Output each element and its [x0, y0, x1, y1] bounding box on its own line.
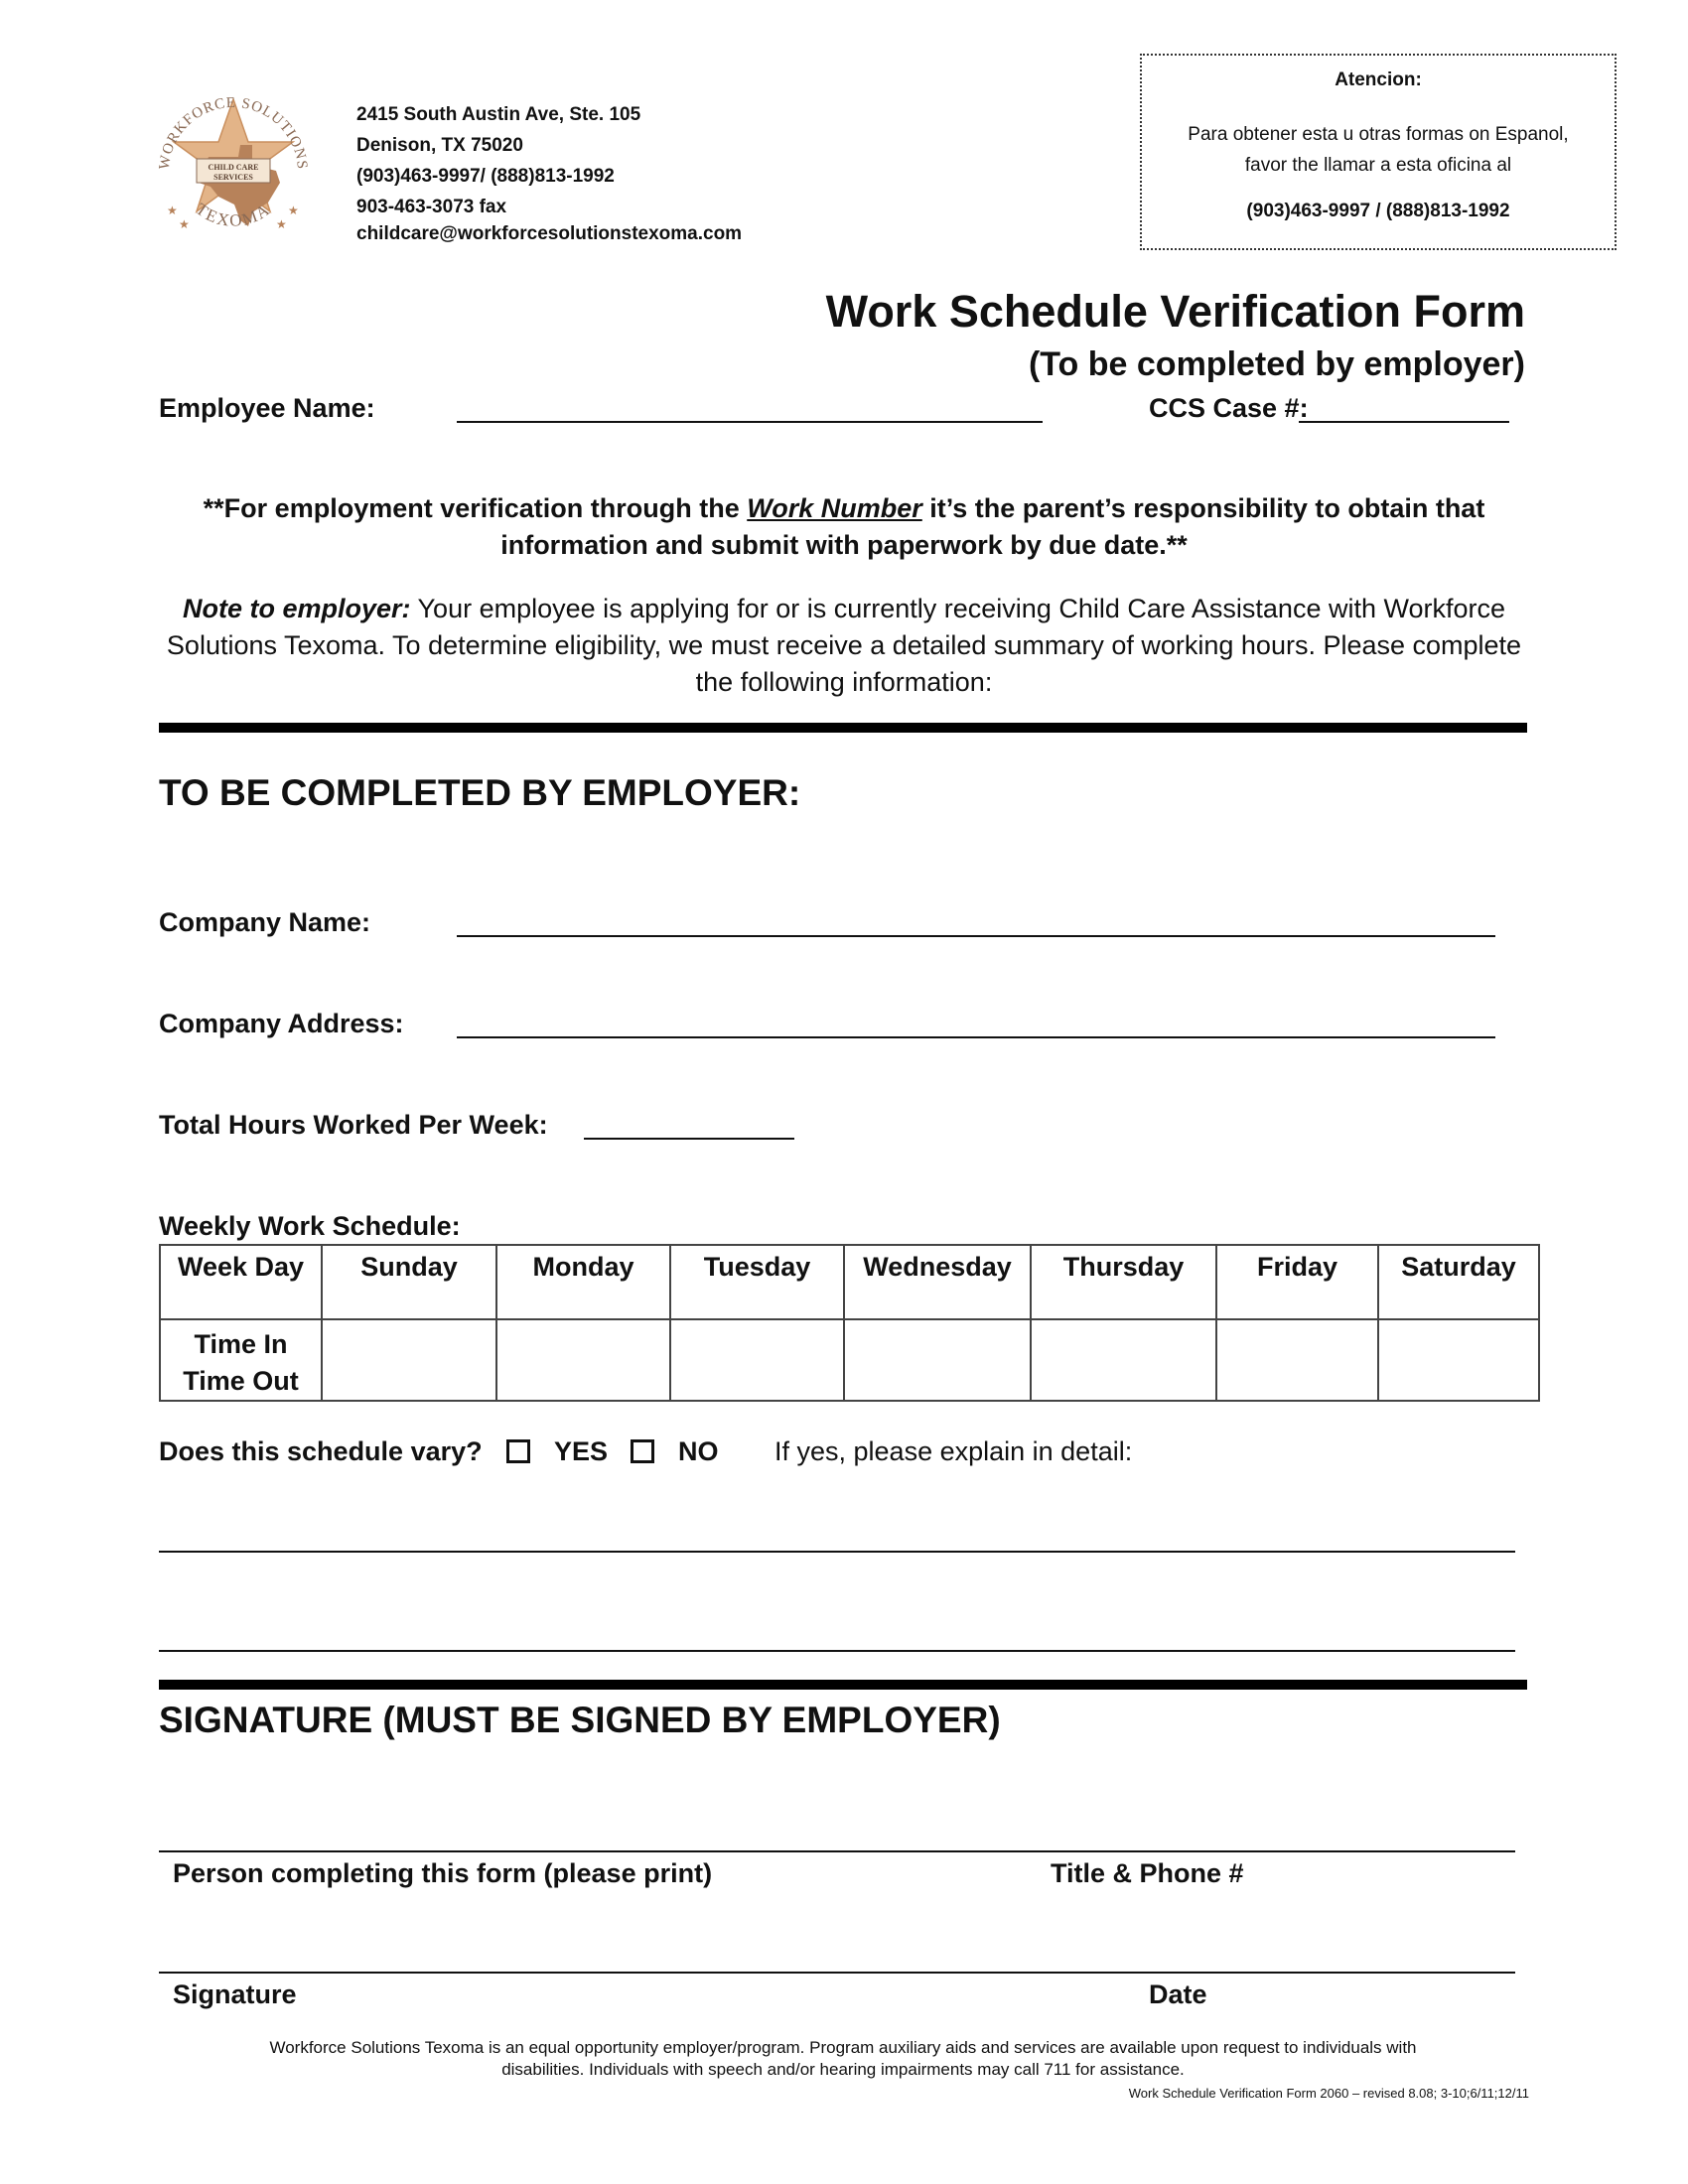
signature-label: Signature: [173, 1979, 297, 2009]
company-name-label: Company Name:: [159, 907, 371, 937]
wednesday-time-cell[interactable]: [844, 1319, 1031, 1401]
time-out-label: Time Out: [183, 1366, 299, 1396]
no-label: NO: [678, 1436, 719, 1466]
notice-text: **For employment verification through the: [203, 493, 748, 523]
svg-text:★: ★: [276, 217, 287, 231]
time-in-label: Time In: [194, 1329, 288, 1359]
tuesday-time-cell[interactable]: [670, 1319, 844, 1401]
svg-text:★: ★: [179, 217, 190, 231]
weekly-schedule-label: Weekly Work Schedule:: [159, 1211, 461, 1241]
form-title: Work Schedule Verification Form: [825, 286, 1525, 337]
note-text: Your employee is applying for or is currently receiving Child Care Assistance with Workforce Solutions Texoma. To determine eligibility, we must receive a detailed summary of working hours. Please complete the following information:: [166, 594, 1522, 697]
ccs-case-label: CCS Case #:: [1149, 393, 1309, 423]
signature-section-heading: SIGNATURE (MUST BE SIGNED BY EMPLOYER): [159, 1700, 1001, 1740]
schedule-header-cell: Saturday: [1378, 1245, 1539, 1319]
no-checkbox[interactable]: [631, 1439, 654, 1463]
section-divider: [159, 1680, 1527, 1690]
schedule-vary-question: Does this schedule vary?: [159, 1436, 483, 1466]
notice-text: it’s the parent’s responsibility to obtain that: [921, 493, 1485, 523]
section-divider: [159, 723, 1527, 733]
address-line: Denison, TX 75020: [356, 135, 523, 156]
fax-line: 903-463-3073 fax: [356, 197, 507, 217]
schedule-header-cell: Week Day: [160, 1245, 322, 1319]
spanish-notice-text: [1142, 119, 1615, 181]
signature-date-line[interactable]: [159, 1972, 1515, 1974]
phone-line: (903)463-9997/ (888)813-1992: [356, 166, 615, 187]
monday-time-cell[interactable]: [496, 1319, 670, 1401]
svg-text:TEXOMA: TEXOMA: [192, 199, 275, 230]
spanish-notice-line: Para obtener esta u otras formas on Espanol,: [1188, 124, 1569, 145]
schedule-header-cell: Sunday: [322, 1245, 496, 1319]
employee-name-field[interactable]: [457, 421, 1043, 423]
company-address-field[interactable]: [457, 1036, 1495, 1038]
friday-time-cell[interactable]: [1216, 1319, 1378, 1401]
form-revision: Work Schedule Verification Form 2060 – revised 8.08; 3-10;6/11;12/11: [1128, 2086, 1529, 2101]
company-name-field[interactable]: [457, 935, 1495, 937]
schedule-header-cell: Thursday: [1031, 1245, 1216, 1319]
note-label: Note to employer:: [182, 594, 411, 623]
svg-text:CHILD CARE: CHILD CARE: [208, 163, 259, 172]
svg-text:WORKFORCE SOLUTIONS: WORKFORCE SOLUTIONS: [156, 94, 311, 171]
person-completing-label: Person completing this form (please print): [173, 1858, 713, 1888]
date-label: Date: [1149, 1979, 1207, 2009]
employee-name-label: Employee Name:: [159, 393, 375, 423]
workforce-solutions-logo: [149, 87, 318, 256]
svg-text:★: ★: [288, 204, 299, 217]
yes-checkbox[interactable]: [506, 1439, 530, 1463]
saturday-time-cell[interactable]: [1378, 1319, 1539, 1401]
company-address-label: Company Address:: [159, 1009, 404, 1038]
title-phone-label: Title & Phone #: [1051, 1858, 1244, 1888]
eeo-line: Workforce Solutions Texoma is an equal opportunity employer/program. Program auxiliary aids and services are available upon request to individuals with: [269, 2038, 1417, 2057]
total-hours-label: Total Hours Worked Per Week:: [159, 1110, 548, 1140]
eeo-statement: [159, 2037, 1527, 2081]
weekly-schedule-table: [159, 1244, 1540, 1402]
svg-text:SERVICES: SERVICES: [213, 173, 253, 182]
schedule-header-cell: Wednesday: [844, 1245, 1031, 1319]
schedule-header-row: [160, 1245, 1539, 1319]
spanish-notice-box: [1140, 54, 1617, 250]
explain-label: If yes, please explain in detail:: [774, 1436, 1133, 1466]
schedule-header-cell: Tuesday: [670, 1245, 844, 1319]
explain-line-1[interactable]: [159, 1551, 1515, 1553]
agency-address: [356, 99, 742, 249]
note-to-employer: [159, 591, 1529, 701]
ccs-case-field[interactable]: [1299, 421, 1509, 423]
employer-section-heading: TO BE COMPLETED BY EMPLOYER:: [159, 772, 801, 813]
email-line: childcare@workforcesolutionstexoma.com: [356, 223, 743, 244]
work-number-notice: [159, 490, 1529, 564]
notice-text: information and submit with paperwork by due date.**: [500, 530, 1188, 560]
work-number-link: Work Number: [747, 493, 922, 523]
eeo-line: disabilities. Individuals with speech and/or hearing impairments may call 711 for assistance.: [501, 2060, 1185, 2079]
form-subtitle: (To be completed by employer): [1028, 345, 1525, 383]
thursday-time-cell[interactable]: [1031, 1319, 1216, 1401]
sunday-time-cell[interactable]: [322, 1319, 496, 1401]
schedule-header-cell: Monday: [496, 1245, 670, 1319]
explain-line-2[interactable]: [159, 1650, 1515, 1652]
yes-label: YES: [554, 1436, 609, 1466]
spanish-notice-phone: (903)463-9997 / (888)813-1992: [1246, 201, 1510, 221]
address-line: 2415 South Austin Ave, Ste. 105: [356, 104, 641, 125]
spanish-notice-line: favor the llamar a esta oficina al: [1244, 155, 1512, 176]
schedule-header-cell: Friday: [1216, 1245, 1378, 1319]
spanish-notice-title: Atencion:: [1335, 69, 1422, 90]
total-hours-field[interactable]: [584, 1138, 794, 1140]
svg-text:★: ★: [167, 204, 178, 217]
schedule-time-row: [160, 1319, 1539, 1401]
time-in-out-label: [160, 1319, 322, 1401]
person-title-line[interactable]: [159, 1850, 1515, 1852]
